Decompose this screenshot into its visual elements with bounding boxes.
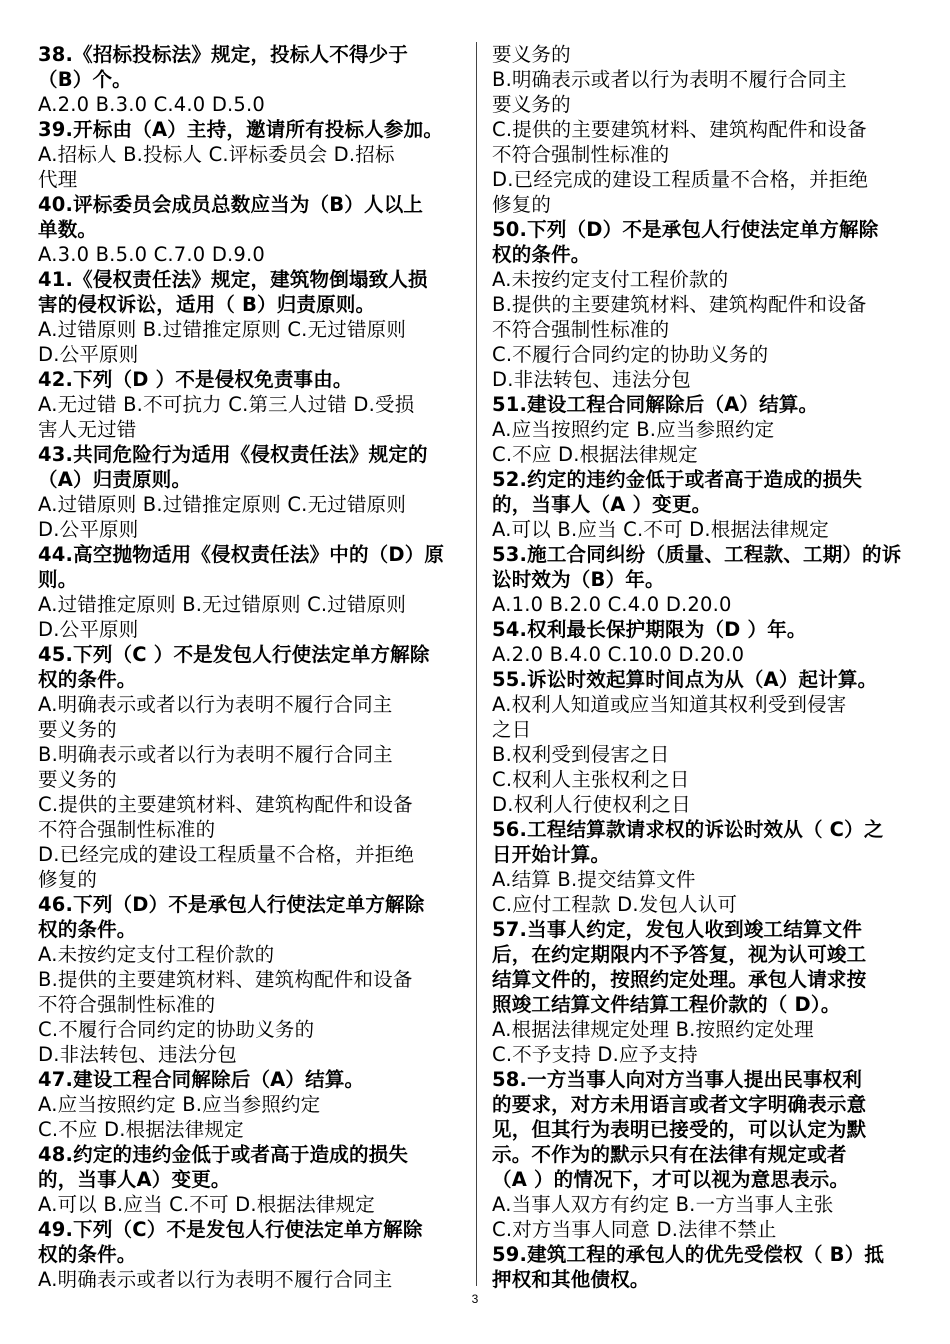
option-text-line: A.未按约定支付工程价款的: [38, 943, 275, 966]
option-text-line: C.提供的主要建筑材料、建筑构配件和设备: [492, 118, 867, 141]
question-text-line: 则。: [38, 568, 78, 591]
option-text-line: A.过错原则 B.过错推定原则 C.无过错原则: [38, 318, 407, 341]
question-text-line: 53.施工合同纠纷（质量、工程款、工期）的诉: [492, 543, 902, 566]
option-text-line: 修复的: [38, 868, 98, 891]
option-text-line: B.明确表示或者以行为表明不履行合同主: [38, 743, 393, 766]
question-text-line: （B）个。: [38, 68, 132, 91]
option-text-line: A.3.0 B.5.0 C.7.0 D.9.0: [38, 243, 266, 266]
question-text-line: 45.下列（C ）不是发包人行使法定单方解除: [38, 643, 430, 666]
question-text-line: 单数。: [38, 218, 98, 241]
question-text-line: 38.《招标投标法》规定，投标人不得少于: [38, 43, 409, 66]
option-text-line: C.对方当事人同意 D.法律不禁止: [492, 1218, 777, 1241]
question-text-line: 58.一方当事人向对方当事人提出民事权利: [492, 1068, 863, 1091]
question-text-line: （A）归责原则。: [38, 468, 192, 491]
question-text-line: 48.约定的违约金低于或者高于造成的损失: [38, 1143, 409, 1166]
option-text-line: 之日: [492, 718, 532, 741]
question-text-line: 权的条件。: [38, 1243, 137, 1266]
question-text-line: 39.开标由（A）主持，邀请所有投标人参加。: [38, 118, 444, 141]
question-text-line: 51.建设工程合同解除后（A）结算。: [492, 393, 819, 416]
option-text-line: B.明确表示或者以行为表明不履行合同主: [492, 68, 847, 91]
option-text-line: A.过错原则 B.过错推定原则 C.无过错原则: [38, 493, 407, 516]
option-text-line: 要义务的: [38, 718, 117, 741]
option-text-line: A.应当按照约定 B.应当参照约定: [38, 1093, 321, 1116]
question-text-line: 害的侵权诉讼，适用（ B）归责原则。: [38, 293, 376, 316]
question-text-line: 讼时效为（B）年。: [492, 568, 665, 591]
question-text-line: 日开始计算。: [492, 843, 611, 866]
option-text-line: A.1.0 B.2.0 C.4.0 D.20.0: [492, 593, 732, 616]
right-column: [492, 42, 920, 1292]
question-text-line: 41.《侵权责任法》规定，建筑物倒塌致人损: [38, 268, 428, 291]
option-text-line: B.权利受到侵害之日: [492, 743, 670, 766]
page-number: 3: [471, 1292, 479, 1306]
question-text-line: 55.诉讼时效起算时间点为从（A）起计算。: [492, 668, 878, 691]
question-text-line: 42.下列（D ）不是侵权免责事由。: [38, 368, 353, 391]
option-text-line: C.应付工程款 D.发包人认可: [492, 893, 738, 916]
option-text-line: A.2.0 B.3.0 C.4.0 D.5.0: [38, 93, 266, 116]
option-text-line: 代理: [38, 168, 78, 191]
column-divider: [476, 42, 477, 1286]
question-text-line: 43.共同危险行为适用《侵权责任法》规定的: [38, 443, 428, 466]
question-text-line: （A ）的情况下，才可以视为意思表示。: [492, 1168, 850, 1191]
question-text-line: 的，当事人（A ）变更。: [492, 493, 712, 516]
question-text-line: 照竣工结算文件结算工程价款的（ D）。: [492, 993, 841, 1016]
question-text-line: 权的条件。: [492, 243, 591, 266]
option-text-line: 不符合强制性标准的: [492, 143, 670, 166]
question-text-line: 49.下列（C）不是发包人行使法定单方解除: [38, 1218, 423, 1241]
option-text-line: 害人无过错: [38, 418, 137, 441]
question-text-line: 54.权利最长保护期限为（D ）年。: [492, 618, 807, 641]
option-text-line: D.已经完成的建设工程质量不合格，并拒绝: [38, 843, 415, 866]
question-text-line: 权的条件。: [38, 918, 137, 941]
question-text-line: 46.下列（D）不是承包人行使法定单方解除: [38, 893, 425, 916]
question-text-line: 50.下列（D）不是承包人行使法定单方解除: [492, 218, 879, 241]
option-text-line: D.公平原则: [38, 618, 139, 641]
option-text-line: A.未按约定支付工程价款的: [492, 268, 729, 291]
option-text-line: C.不予支持 D.应予支持: [492, 1043, 698, 1066]
option-text-line: C.不应 D.根据法律规定: [492, 443, 698, 466]
question-text-line: 56.工程结算款请求权的诉讼时效从（ C）之: [492, 818, 884, 841]
question-text-line: 的要求，对方未用语言或者文字明确表示意: [492, 1093, 867, 1116]
option-text-line: C.不应 D.根据法律规定: [38, 1118, 244, 1141]
question-text-line: 结算文件的，按照约定处理。承包人请求按: [492, 968, 867, 991]
option-text-line: A.无过错 B.不可抗力 C.第三人过错 D.受损: [38, 393, 415, 416]
option-text-line: A.应当按照约定 B.应当参照约定: [492, 418, 775, 441]
option-text-line: 不符合强制性标准的: [38, 818, 216, 841]
option-text-line: D.非法转包、违法分包: [38, 1043, 237, 1066]
option-text-line: C.不履行合同约定的协助义务的: [492, 343, 769, 366]
option-text-line: A.可以 B.应当 C.不可 D.根据法律规定: [492, 518, 829, 541]
question-text-line: 59.建筑工程的承包人的优先受偿权（ B）抵: [492, 1243, 885, 1266]
option-text-line: A.根据法律规定处理 B.按照约定处理: [492, 1018, 814, 1041]
option-text-line: A.可以 B.应当 C.不可 D.根据法律规定: [38, 1193, 375, 1216]
option-text-line: C.不履行合同约定的协助义务的: [38, 1018, 315, 1041]
question-text-line: 40.评标委员会成员总数应当为（B）人以上: [38, 193, 424, 216]
question-text-line: 47.建设工程合同解除后（A）结算。: [38, 1068, 365, 1091]
option-text-line: D.非法转包、违法分包: [492, 368, 691, 391]
option-text-line: D.公平原则: [38, 343, 139, 366]
question-text-line: 44.高空抛物适用《侵权责任法》中的（D）原: [38, 543, 445, 566]
option-text-line: A.招标人 B.投标人 C.评标委员会 D.招标: [38, 143, 395, 166]
option-text-line: 要义务的: [492, 43, 571, 66]
option-text-line: C.权利人主张权利之日: [492, 768, 690, 791]
option-text-line: A.结算 B.提交结算文件: [492, 868, 696, 891]
option-text-line: A.权利人知道或应当知道其权利受到侵害: [492, 693, 847, 716]
option-text-line: D.已经完成的建设工程质量不合格，并拒绝: [492, 168, 869, 191]
option-text-line: B.提供的主要建筑材料、建筑构配件和设备: [38, 968, 413, 991]
option-text-line: A.2.0 B.4.0 C.10.0 D.20.0: [492, 643, 745, 666]
option-text-line: A.明确表示或者以行为表明不履行合同主: [38, 693, 393, 716]
option-text-line: 要义务的: [38, 768, 117, 791]
option-text-line: 不符合强制性标准的: [38, 993, 216, 1016]
option-text-line: A.当事人双方有约定 B.一方当事人主张: [492, 1193, 834, 1216]
option-text-line: D.公平原则: [38, 518, 139, 541]
option-text-line: 不符合强制性标准的: [492, 318, 670, 341]
question-text-line: 57.当事人约定，发包人收到竣工结算文件: [492, 918, 863, 941]
option-text-line: A.过错推定原则 B.无过错原则 C.过错原则: [38, 593, 407, 616]
question-text-line: 的，当事人A）变更。: [38, 1168, 231, 1191]
option-text-line: C.提供的主要建筑材料、建筑构配件和设备: [38, 793, 413, 816]
option-text-line: 修复的: [492, 193, 552, 216]
question-text-line: 52.约定的违约金低于或者高于造成的损失: [492, 468, 863, 491]
option-text-line: B.提供的主要建筑材料、建筑构配件和设备: [492, 293, 867, 316]
question-text-line: 押权和其他债权。: [492, 1268, 650, 1291]
option-text-line: A.明确表示或者以行为表明不履行合同主: [38, 1268, 393, 1291]
question-text-line: 后，在约定期限内不予答复，视为认可竣工: [492, 943, 867, 966]
left-column: [38, 42, 466, 1292]
question-text-line: 权的条件。: [38, 668, 137, 691]
option-text-line: 要义务的: [492, 93, 571, 116]
question-text-line: 见，但其行为表明已接受的，可以认定为默: [492, 1118, 867, 1141]
option-text-line: D.权利人行使权利之日: [492, 793, 691, 816]
question-text-line: 示。不作为的默示只有在法律有规定或者: [492, 1143, 847, 1166]
